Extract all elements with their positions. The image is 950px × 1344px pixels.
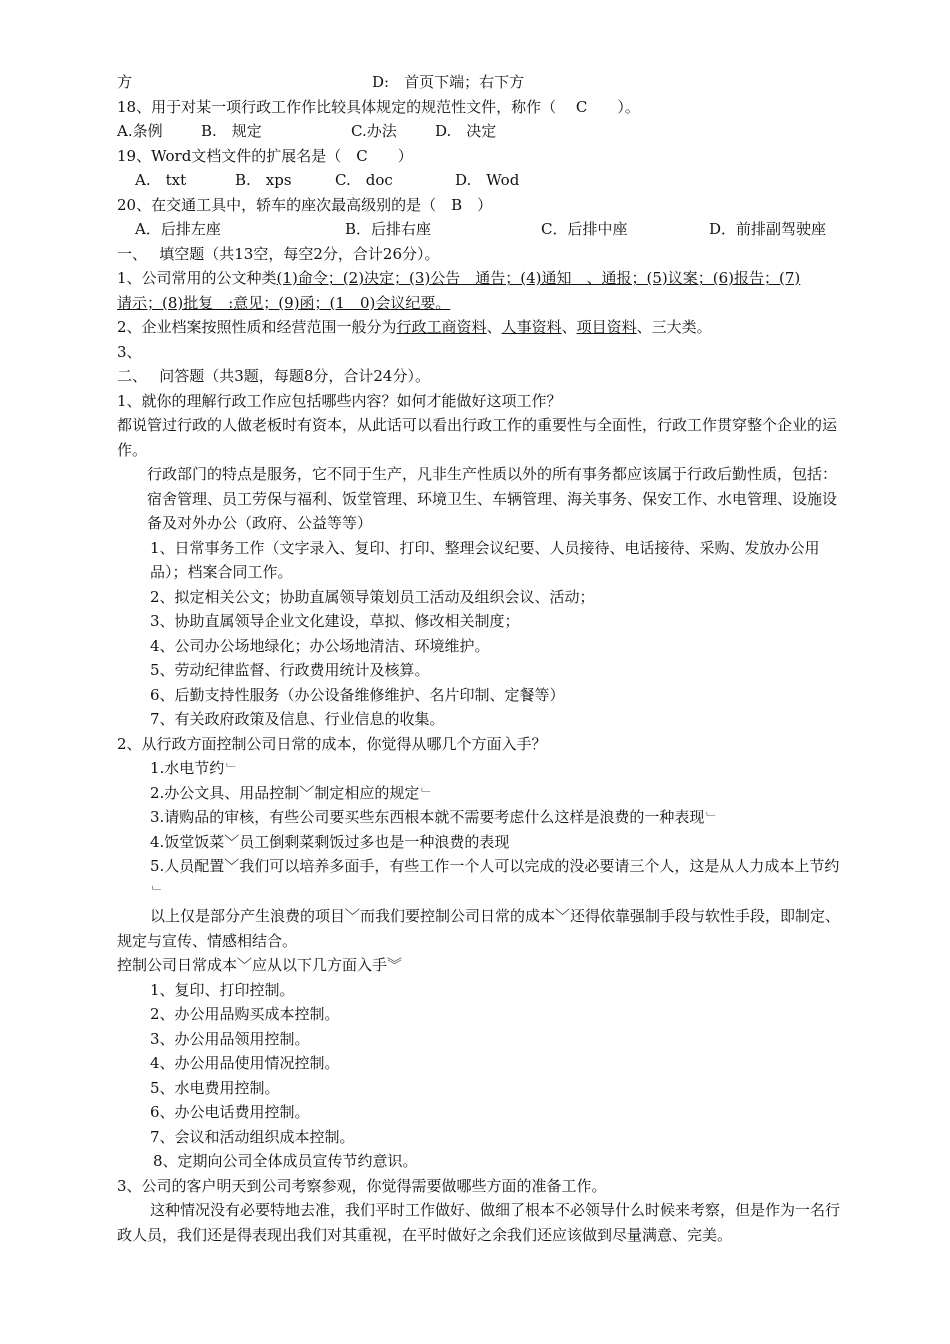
fill-2 — [117, 315, 847, 340]
qa-2-item-4: 4.饭堂饭菜﹀员工倒剩菜剩饭过多也是一种浪费的表现 — [150, 832, 510, 851]
item-text: 1.水电节约 — [150, 759, 225, 777]
qa-2-list-3: 3、办公用品领用控制。 — [150, 1029, 310, 1048]
fill-1-answer-cont: 请示；(8)批复 :意见；(9)函；(1 0)会议纪要。 — [117, 293, 451, 312]
document-body — [117, 70, 847, 1247]
option-c: C. doc — [335, 171, 393, 189]
option-line-17-cont — [117, 70, 847, 95]
break-mark: ﹂ — [152, 884, 165, 899]
qa-1-item-1: 1、日常事务工作（文字录入、复印、打印、整理会议纪要、人员接待、电话接待、采购、发放办公用品）；档案合同工作。 — [150, 538, 820, 581]
option-d: D．前排副驾驶座 — [709, 220, 827, 238]
item-text: 2.办公文具、用品控制﹀制定相应的规定 — [150, 783, 420, 802]
qa-1-paragraph-1: 都说管过行政的人做老板时有资本，从此话可以看出行政工作的重要性与全面性，行政工作贯穿整个企业的运作。 — [117, 416, 838, 459]
qa-3-paragraph-1: 这种情况没有必要特地去准，我们平时工作做好、做细了根本不必领导什么时候来考察，但是作为一名行政人员，我们还是得表现出我们对其重视，在平时做好之余我们还应该做到尽量满意、完美。 — [117, 1201, 841, 1244]
fill-2-prompt: 2、企业档案按照性质和经营范围一般分为 — [117, 318, 397, 336]
qa-1-item-5: 5、劳动纪律监督、行政费用统计及核算。 — [150, 661, 430, 679]
qa-2-list-1: 1、复印、打印控制。 — [150, 980, 295, 999]
qa-1-item-6: 6、后勤支持性服务（办公设备维修维护、名片印制、定餐等） — [150, 685, 565, 704]
fill-1-line-1 — [117, 266, 847, 291]
fill-3: 3、 — [117, 342, 142, 361]
qa-2-item-2 — [117, 781, 847, 806]
qa-2-list-8: 8、定期向公司全体成员宣传节约意识。 — [153, 1152, 418, 1170]
option-a: A.条例 — [117, 122, 163, 140]
qa-3-question: 3、公司的客户明天到公司考察参观，你觉得需要做哪些方面的准备工作。 — [117, 1176, 607, 1195]
qa-1-item-4: 4、公司办公场地绿化；办公场地清洁、环境维护。 — [150, 636, 490, 655]
option-b: B. xps — [235, 171, 292, 189]
option-b: B. 规定 — [201, 122, 262, 140]
qa-1-item-3: 3、协助直属领导企业文化建设，草拟、修改相关制度； — [150, 612, 520, 630]
fill-1-line-2 — [117, 291, 847, 316]
section-heading-fill-blank: 一、 填空题（共13空，每空2分，合计26分）。 — [117, 244, 440, 263]
qa-2-list-4: 4、办公用品使用情况控制。 — [150, 1054, 340, 1072]
fill-1-prompt: 1、公司常用的公文种类 — [117, 269, 277, 287]
fill-2-answer-1: 行政工商资料 — [396, 318, 487, 336]
question-18: 18、用于对某一项行政工作作比较具体规定的规范性文件，称作（ C ）。 — [117, 97, 640, 116]
fill-2-suffix: 、三大类。 — [636, 318, 712, 336]
qa-2-item-3 — [117, 805, 847, 830]
qa-1-question: 1、就你的理解行政工作应包括哪些内容？如何才能做好这项工作？ — [117, 391, 562, 410]
question-20-options — [117, 217, 847, 242]
qa-2-paragraph-2: 控制公司日常成本﹀应从以下几方面入手︾ — [117, 956, 403, 974]
option-b: B．后排右座 — [345, 220, 432, 238]
qa-2-list-5: 5、水电费用控制。 — [150, 1078, 280, 1097]
qa-1-paragraph-2: 行政部门的特点是服务，它不同于生产，凡非生产性质以外的所有事务都应该属于行政后勤性质，包括：宿舍管理、员工劳保与福利、饭堂管理、环境卫生、车辆管理、海关事务、保安工作、水电管理、设施设备及对外办公（政府、公益等等） — [147, 465, 838, 532]
option-d: D. Wod — [455, 171, 520, 189]
option-a: A. txt — [135, 171, 187, 189]
break-mark: ﹂ — [226, 762, 239, 776]
qa-2-paragraph-1: 以上仅是部分产生浪费的项目﹀而我们要控制公司日常的成本﹀还得依靠强制手段与软性手段，即制定、规定与宣传、情感相结合。 — [117, 907, 841, 950]
separator: 、 — [486, 318, 502, 336]
qa-1-item-7: 7、有关政府政策及信息、行业信息的收集。 — [150, 710, 445, 728]
item-text: 5.人员配置﹀我们可以培养多面手，有些工作一个人可以完成的没必要请三个人，这是从人力成本上节约 — [150, 857, 840, 875]
qa-2-list-2: 2、办公用品购买成本控制。 — [150, 1005, 340, 1023]
qa-2-list-6: 6、办公电话费用控制。 — [150, 1103, 310, 1121]
break-mark: ﹂ — [421, 786, 434, 801]
fill-2-answer-2: 人事资料 — [501, 318, 562, 336]
fill-1-answer: (1)命令；(2)决定；(3)公告 通告；(4)通知 、通报；(5)议案；(6)报告；(7) — [276, 269, 801, 287]
question-18-options — [117, 119, 847, 144]
qa-2-list-7: 7、会议和活动组织成本控制。 — [150, 1127, 355, 1146]
option-c: C.办法 — [351, 122, 397, 140]
qa-2-item-1 — [117, 756, 847, 781]
section-heading-qa: 二、 问答题（共3题，每题8分，合计24分）。 — [117, 367, 430, 385]
option-c: C．后排中座 — [541, 220, 628, 238]
option-d: D. 决定 — [435, 122, 497, 140]
question-19: 19、Word文档文件的扩展名是（ C ） — [117, 146, 413, 165]
question-20: 20、在交通工具中，轿车的座次最高级别的是（ B ） — [117, 195, 493, 214]
separator: 、 — [561, 318, 577, 336]
fill-2-answer-3: 项目资料 — [576, 318, 637, 336]
option-fragment: 方 — [117, 73, 133, 91]
break-mark: ﹂ — [706, 811, 719, 825]
qa-2-item-5 — [117, 854, 847, 904]
item-text: 3.请购品的审核，有些公司要买些东西根本就不需要考虑什么这样是浪费的一种表现 — [150, 808, 705, 826]
qa-1-item-2: 2、拟定相关公文；协助直属领导策划员工活动及组织会议、活动； — [150, 587, 595, 606]
option-d: D: 首页下端；右下方 — [372, 73, 525, 91]
question-19-options — [117, 168, 847, 193]
option-a: A．后排左座 — [135, 220, 221, 238]
qa-2-question: 2、从行政方面控制公司日常的成本，你觉得从哪几个方面入手？ — [117, 734, 547, 753]
